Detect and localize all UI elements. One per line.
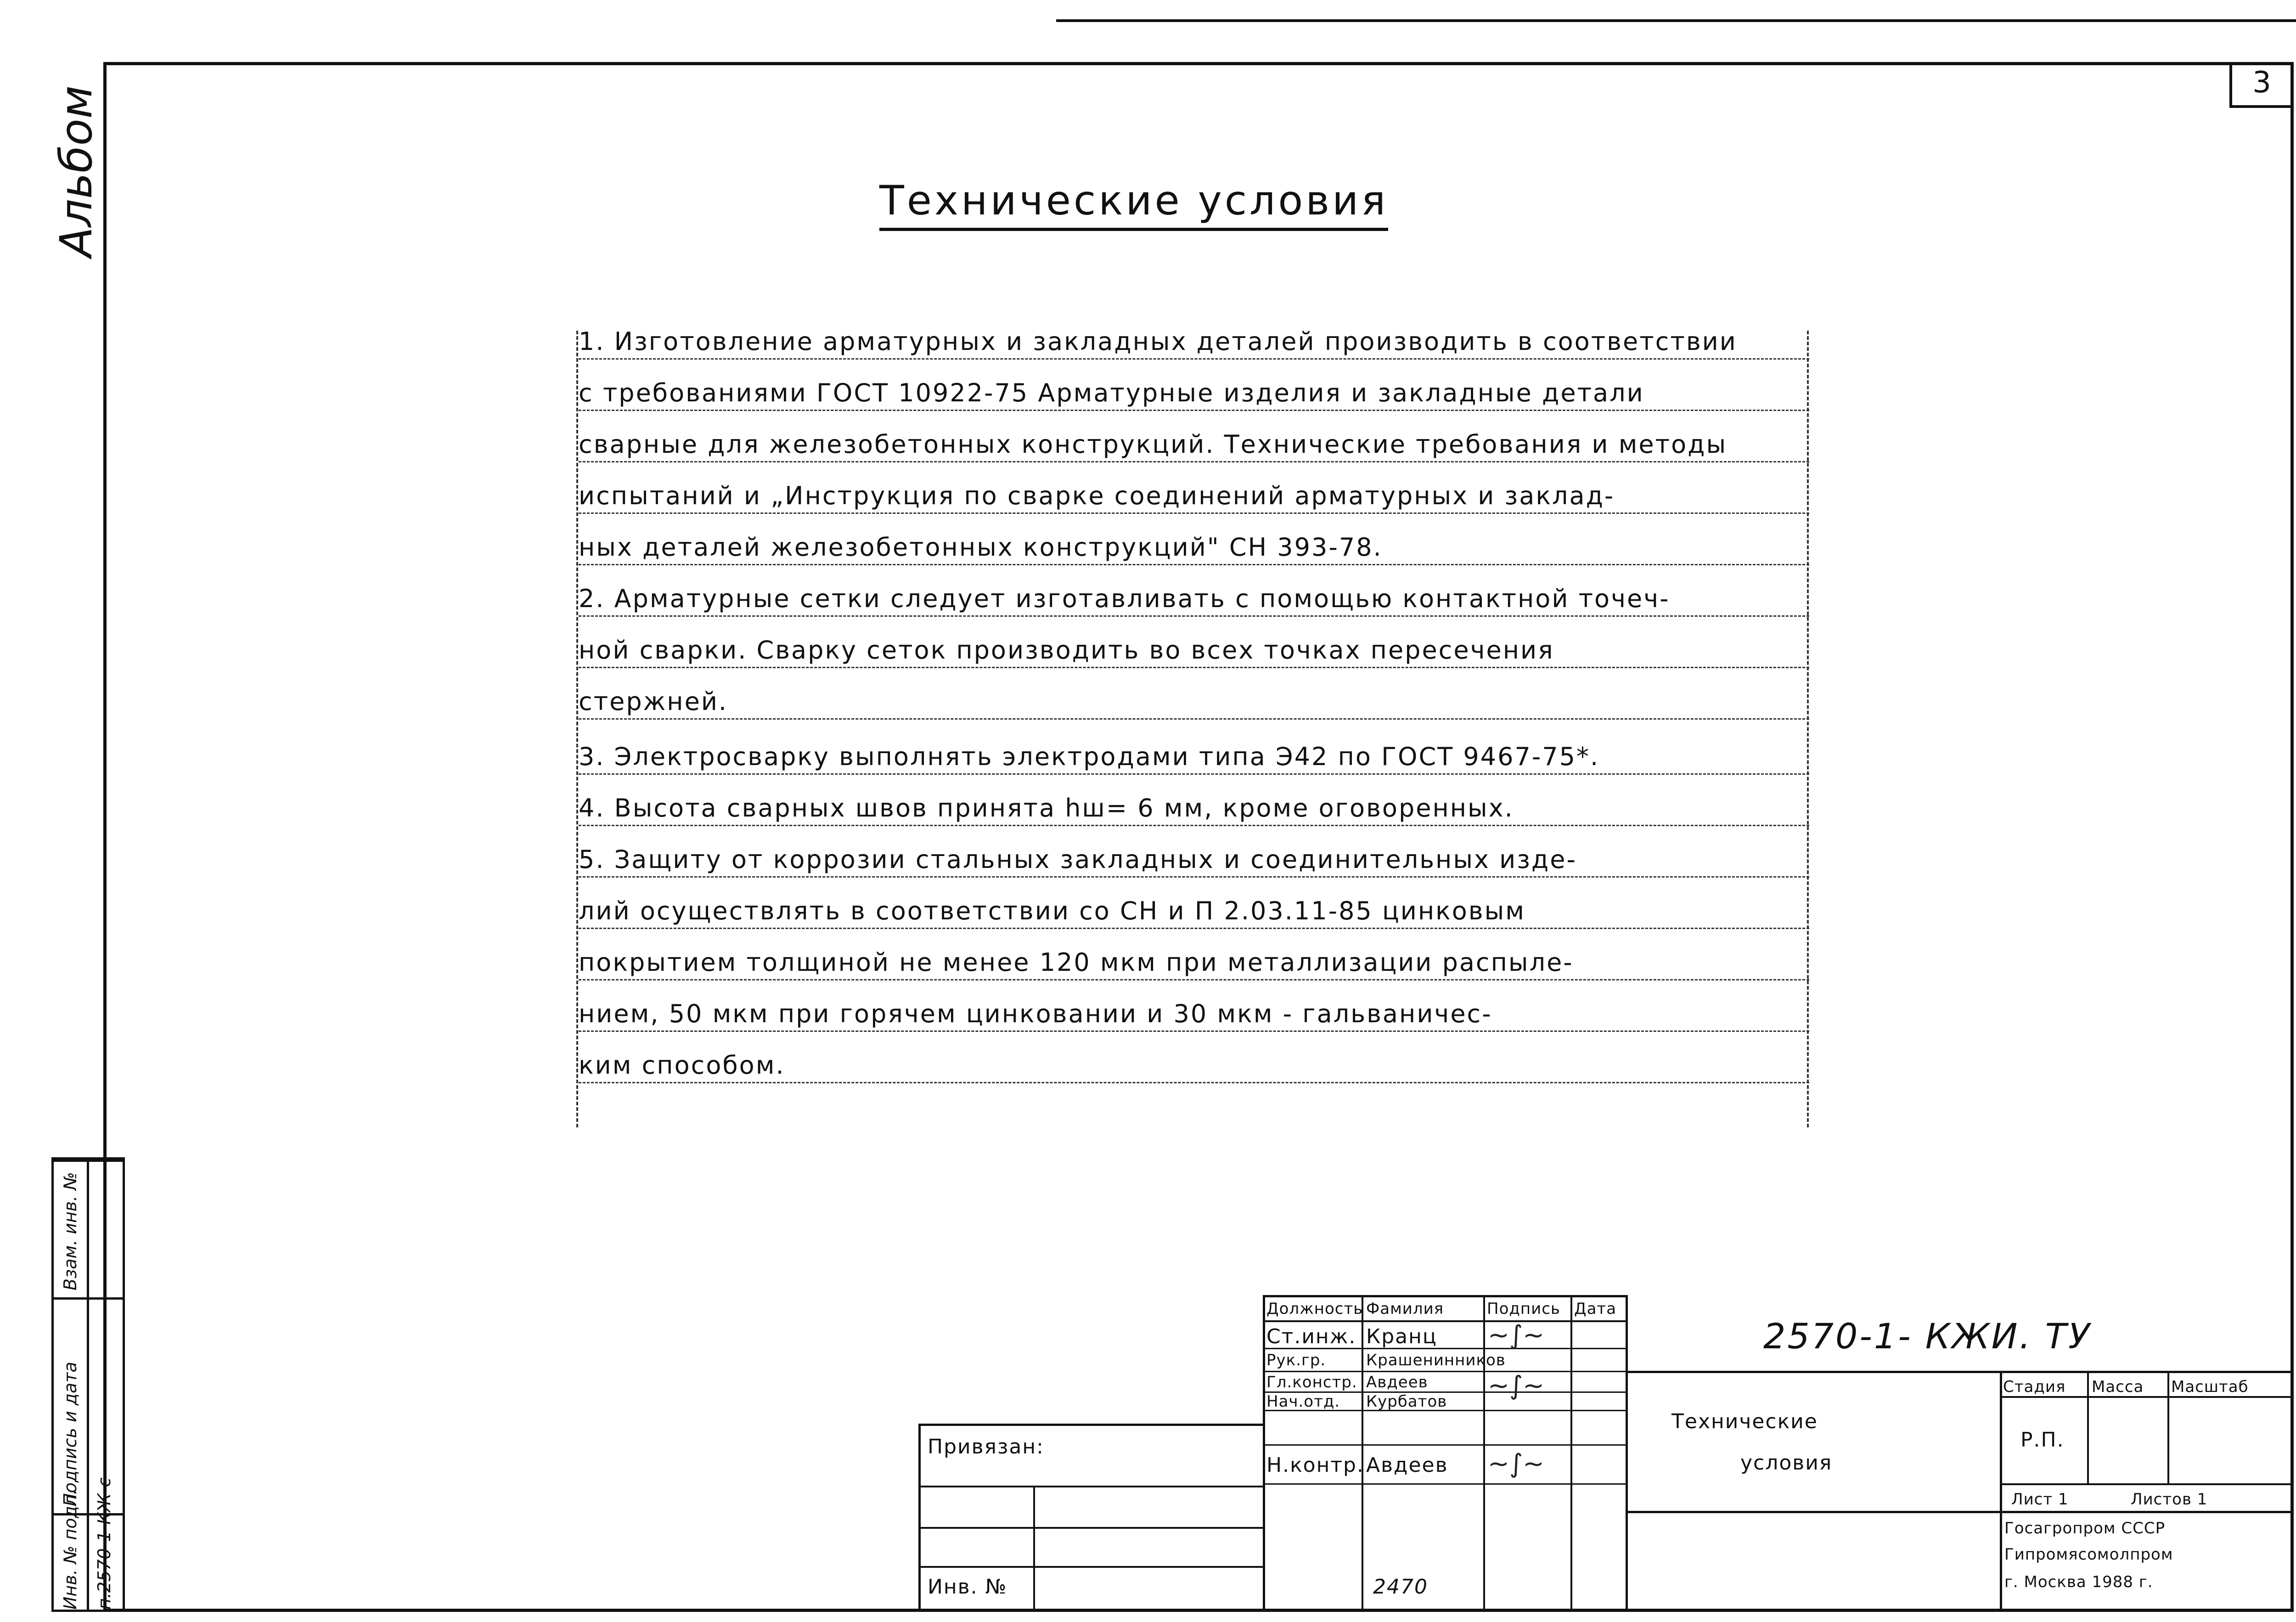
title-block: [918, 1295, 2291, 1612]
row-position: Ст.инж.: [1266, 1325, 1356, 1348]
signature-mark: ~∫~: [1488, 1320, 1545, 1350]
body-line: 4. Высота сварных швов принята hш= 6 мм, кроме оговоренных.: [579, 792, 1809, 826]
sheet-label: Лист 1: [2011, 1490, 2069, 1509]
header-surname: Фамилия: [1366, 1300, 1444, 1318]
document-name-line1: Технические: [1671, 1410, 1818, 1433]
text-margin-left: [576, 331, 578, 1127]
org-line2: Гипромясомолпром: [2004, 1545, 2173, 1564]
body-line: сварные для железобетонных конструкций. Технические требования и методы: [579, 428, 1809, 462]
body-line: 2. Арматурные сетки следует изготавливать с помощью контактной точеч-: [579, 582, 1809, 617]
strip-sign-label: Подпись и дата: [60, 1362, 80, 1506]
document-name-line2: условия: [1740, 1451, 1833, 1475]
privyazan-label: Привязан:: [928, 1435, 1044, 1459]
signature-mark: ~∫~: [1488, 1371, 1545, 1401]
body-line: покрытием толщиной не менее 120 мкм при металлизации распыле-: [579, 946, 1809, 980]
scale-label: Масштаб: [2171, 1378, 2249, 1396]
sheet-number: 3: [2229, 62, 2291, 108]
row-surname: Курбатов: [1366, 1392, 1447, 1411]
org-line1: Госагропром СССР: [2004, 1519, 2166, 1538]
header-position: Должность: [1266, 1300, 1363, 1318]
left-stamp-strip: [51, 1157, 125, 1612]
row-surname: Кранц: [1366, 1325, 1437, 1348]
body-line: 5. Защиту от коррозии стальных закладных и соединительных изде-: [579, 843, 1809, 878]
mass-label: Масса: [2092, 1378, 2144, 1396]
org-line3: г. Москва 1988 г.: [2004, 1573, 2153, 1591]
inv-no-label: Инв. №: [928, 1575, 1007, 1599]
body-line: 1. Изготовление арматурных и закладных деталей производить в соответствии: [579, 325, 1809, 360]
row-surname: Крашенинников: [1366, 1351, 1506, 1369]
row-position: Нач.отд.: [1266, 1392, 1340, 1411]
header-date: Дата: [1574, 1300, 1617, 1318]
album-label: Альбом: [51, 85, 102, 257]
inv-value: 2470: [1373, 1575, 1428, 1599]
row-position: Гл.констр.: [1266, 1373, 1357, 1391]
row-surname: Авдеев: [1366, 1453, 1448, 1477]
stage-value: Р.П.: [2020, 1428, 2065, 1452]
strip-inv-label: Инв. № подл.: [60, 1489, 80, 1610]
body-line: нием, 50 мкм при горячем цинковании и 30 мкм - гальваничес-: [579, 997, 1809, 1032]
sheets-label: Листов 1: [2131, 1490, 2208, 1509]
strip-vzam-label: Взам. инв. №: [60, 1171, 80, 1290]
body-line: ким способом.: [579, 1049, 1809, 1083]
frame-top-edge: [1056, 19, 2296, 22]
body-line: с требованиями ГОСТ 10922-75 Арматурные изделия и закладные детали: [579, 377, 1809, 411]
strip-inv-value: п.2570-1-КЖ-с: [94, 1477, 114, 1610]
row-position: Н.контр.: [1266, 1453, 1364, 1477]
row-surname: Авдеев: [1366, 1373, 1428, 1391]
body-line: лий осуществлять в соответствии со СН и П 2.03.11-85 цинковым: [579, 895, 1809, 929]
body-line: ных деталей железобетонных конструкций" СН 393-78.: [579, 531, 1809, 565]
signature-mark: ~∫~: [1488, 1449, 1545, 1479]
document-code: 2570-1- КЖИ. ТУ: [1763, 1316, 2092, 1357]
body-line: ной сварки. Сварку сеток производить во всех точках пересечения: [579, 634, 1809, 668]
body-line: испытаний и „Инструкция по сварке соединений арматурных и заклад-: [579, 479, 1809, 514]
stage-label: Стадия: [2003, 1378, 2066, 1396]
header-signature: Подпись: [1487, 1300, 1560, 1318]
row-position: Рук.гр.: [1266, 1351, 1326, 1369]
page-title: Технические условия: [879, 177, 1388, 231]
body-line: стержней.: [579, 685, 1809, 720]
body-line: 3. Электросварку выполнять электродами типа Э42 по ГОСТ 9467-75*.: [579, 740, 1809, 775]
